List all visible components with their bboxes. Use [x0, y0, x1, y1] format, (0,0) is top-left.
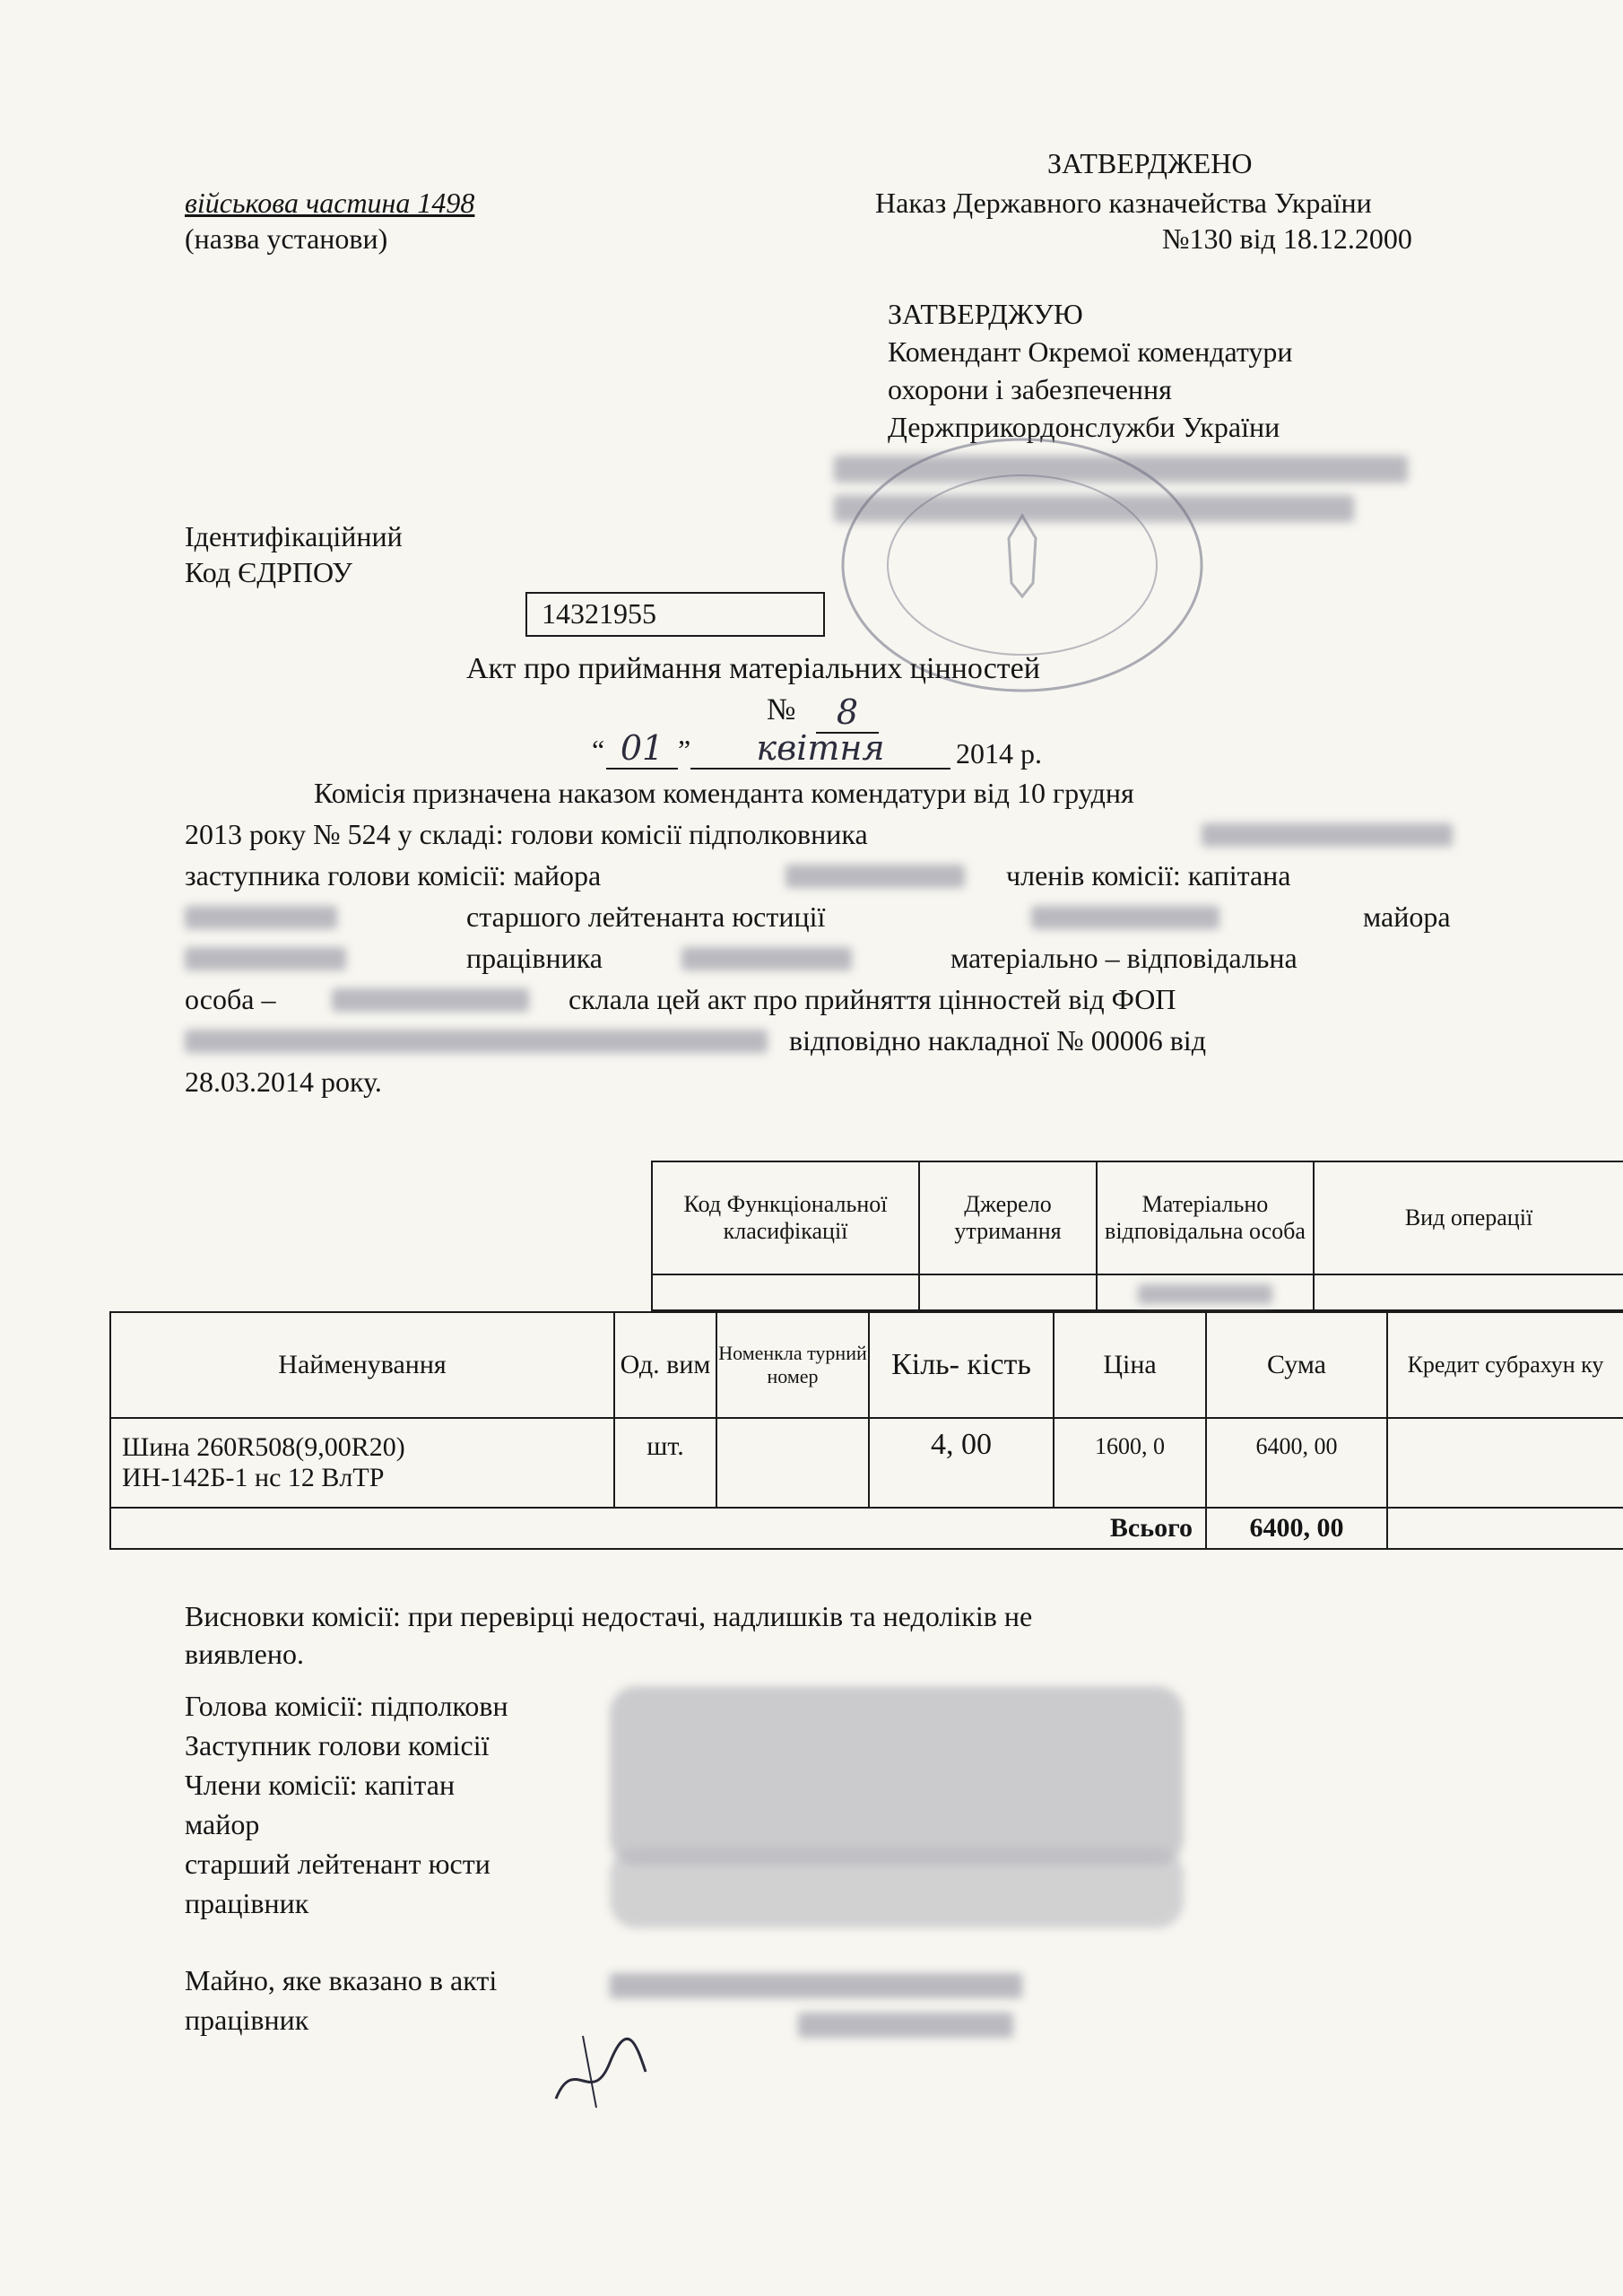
- approve-line-2: охорони і забезпечення: [888, 373, 1172, 405]
- date-open-quote: “: [592, 734, 605, 766]
- cell-responsible-person: [1097, 1274, 1314, 1310]
- act-title: Акт про приймання матеріальних цінностей: [466, 652, 1040, 685]
- total-value: 6400, 00: [1206, 1508, 1387, 1549]
- signer-worker: працівник: [185, 1887, 309, 1919]
- cell-nomenclature: [716, 1418, 869, 1508]
- approve-title: ЗАТВЕРДЖУЮ: [888, 298, 1083, 330]
- table-row: [110, 1418, 1623, 1508]
- commission-line-4a: старшого лейтенанта юстиції: [466, 900, 826, 933]
- approve-line-3: Держприкордонслужби України: [888, 411, 1280, 443]
- id-code-label-1: Ідентифікаційний: [185, 520, 403, 552]
- redacted-name: [185, 1030, 768, 1053]
- date-day-field: [606, 728, 678, 770]
- commission-line-5b: матеріально – відповідальна: [950, 942, 1298, 974]
- redacted-name: [785, 865, 965, 888]
- commission-line-3a: заступника голови комісії: майора: [185, 859, 602, 891]
- conclusion-line-1: Висновки комісії: при перевірці недостачі, надлишків та недоліків не: [185, 1600, 1033, 1632]
- cell-quantity: 4, 00: [869, 1418, 1054, 1508]
- header-nomenclature: Номенкла турний номер: [716, 1312, 869, 1418]
- institution-name: військова частина 1498: [185, 187, 475, 219]
- header-name: Найменування: [110, 1312, 614, 1418]
- cell-operation-type: [1314, 1274, 1623, 1310]
- cell-price: 1600, 0: [1054, 1418, 1206, 1508]
- header-price: Ціна: [1054, 1312, 1206, 1418]
- cell-unit: шт.: [614, 1418, 716, 1508]
- cell-total-credit: [1387, 1508, 1623, 1549]
- commission-line-5a: працівника: [466, 942, 603, 974]
- signer-members: Члени комісії: капітан: [185, 1769, 456, 1801]
- id-code-label-2: Код ЄДРПОУ: [185, 556, 352, 588]
- date-month-field: [690, 728, 950, 770]
- approved-number: №130 від 18.12.2000: [1162, 222, 1412, 255]
- date-year: 2014 р.: [956, 737, 1042, 770]
- conclusion-line-2: виявлено.: [185, 1638, 304, 1670]
- commission-line-3b: членів комісії: капітана: [1006, 859, 1291, 891]
- act-number-value: 8: [836, 692, 859, 732]
- cell-name: [110, 1418, 614, 1508]
- date-day: 01: [620, 728, 664, 768]
- signer-head: Голова комісії: підполковн: [185, 1690, 508, 1722]
- commission-line-8: 28.03.2014 року.: [185, 1065, 382, 1098]
- commission-line-6a: особа –: [185, 983, 276, 1015]
- redacted-name: [1138, 1284, 1272, 1304]
- signer-deputy: Заступник голови комісії: [185, 1729, 490, 1761]
- redacted-signatures: [610, 1686, 1184, 1866]
- approve-line-1: Комендант Окремої комендатури: [888, 335, 1293, 368]
- cell-sum: 6400, 00: [1206, 1418, 1387, 1508]
- date-month: квітня: [756, 728, 885, 768]
- header-operation-type: Вид операції: [1314, 1161, 1623, 1274]
- item-name-line-2: ИН-142Б-1 нс 12 ВлТР: [122, 1463, 385, 1492]
- header-functional-code: Код Функціональної класифікації: [652, 1161, 919, 1274]
- approved-order: Наказ Державного казначейства України: [875, 187, 1372, 219]
- items-table: [109, 1311, 1623, 1550]
- redacted-signatures: [610, 1848, 1184, 1928]
- redacted-name: [185, 906, 337, 929]
- redacted-name: [332, 988, 529, 1012]
- commission-line-7: відповідно накладної № 00006 від: [789, 1024, 1206, 1057]
- redacted-name: [681, 947, 852, 970]
- header-responsible-person: Матеріально відповідальна особа: [1097, 1161, 1314, 1274]
- header-credit: Кредит субрахун ку: [1387, 1312, 1623, 1418]
- institution-caption: (назва установи): [185, 222, 388, 255]
- commission-line-4b: майора: [1363, 900, 1451, 933]
- header-funding-source: Джерело утримання: [919, 1161, 1097, 1274]
- classification-table: [651, 1161, 1623, 1311]
- redacted-name: [1031, 906, 1219, 929]
- redacted-name: [185, 947, 346, 970]
- approved-title: ЗАТВЕРДЖЕНО: [1047, 147, 1253, 179]
- header-unit: Од. вим: [614, 1312, 716, 1418]
- cell-functional-code: [652, 1274, 919, 1310]
- id-code-value: 14321955: [525, 592, 825, 637]
- commission-line-1: Комісія призначена наказом коменданта комендатури від 10 грудня: [314, 777, 1134, 809]
- redacted-name: [610, 1973, 1022, 1998]
- commission-line-6b: склала цей акт про прийняття цінностей від ФОП: [568, 983, 1176, 1015]
- item-name-line-1: Шина 260R508(9,00R20): [122, 1432, 405, 1462]
- cell-credit: [1387, 1418, 1623, 1508]
- commission-line-2: 2013 року № 524 у складі: голови комісії підполковника: [185, 818, 868, 850]
- date-close-quote: ”: [678, 734, 691, 766]
- cell-funding-source: [919, 1274, 1097, 1310]
- header-sum: Сума: [1206, 1312, 1387, 1418]
- property-statement: Майно, яке вказано в акті: [185, 1964, 498, 1996]
- redacted-name: [1202, 823, 1453, 847]
- signature-icon: [547, 2018, 655, 2117]
- header-quantity: Кіль- кість: [869, 1312, 1054, 1418]
- act-number-label: №: [767, 693, 796, 726]
- signer-major: майор: [185, 1808, 260, 1840]
- total-label: Всього: [110, 1508, 1206, 1549]
- redacted-name: [798, 2013, 1013, 2038]
- signer-lieutenant: старший лейтенант юсти: [185, 1848, 490, 1880]
- signer-worker-2: працівник: [185, 2004, 309, 2036]
